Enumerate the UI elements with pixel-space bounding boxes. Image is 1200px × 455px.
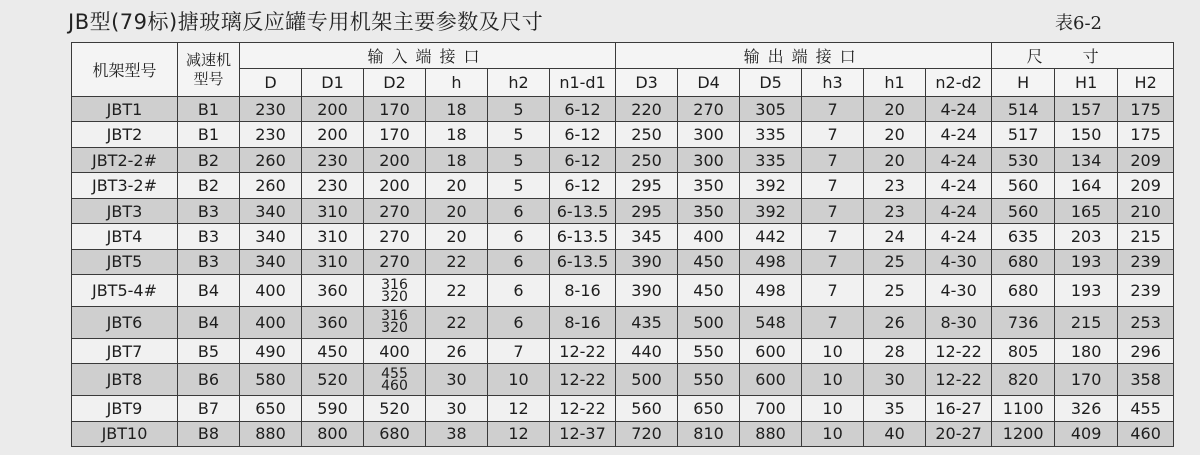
stacked-value: 460 [381, 377, 408, 394]
column-header: H [992, 69, 1055, 97]
stacked-values [381, 276, 408, 305]
cell-D: 230 [240, 122, 302, 147]
cell-model: JBT6 [72, 306, 178, 338]
cell-h: 30 [426, 364, 488, 396]
table-row [72, 173, 1174, 198]
cell-H: 517 [992, 122, 1055, 147]
cell-H: 680 [992, 275, 1055, 307]
cell-D1: 310 [302, 198, 364, 223]
cell-h3: 7 [802, 173, 864, 198]
cell-h1: 20 [864, 122, 926, 147]
cell-D3: 435 [616, 306, 678, 338]
cell-D4: 270 [678, 97, 740, 122]
cell-D5: 880 [740, 421, 802, 446]
column-header: h1 [864, 69, 926, 97]
cell-h1: 20 [864, 97, 926, 122]
cell-D2: 170 [364, 122, 426, 147]
table-row [72, 396, 1174, 421]
cell-h: 18 [426, 122, 488, 147]
cell-h1: 24 [864, 224, 926, 249]
cell-h: 26 [426, 338, 488, 363]
cell-D1: 310 [302, 249, 364, 274]
stacked-value: 316 [381, 276, 408, 293]
cell-n2d2: 4-24 [926, 147, 992, 172]
cell-D: 400 [240, 275, 302, 307]
cell-reducer: B1 [178, 97, 240, 122]
cell-n1d1: 12-22 [550, 396, 616, 421]
cell-n2d2: 16-27 [926, 396, 992, 421]
cell-D2-stacked [364, 364, 426, 396]
cell-model: JBT7 [72, 338, 178, 363]
cell-D: 340 [240, 249, 302, 274]
cell-D: 340 [240, 224, 302, 249]
stacked-values [381, 365, 408, 394]
cell-n2d2: 4-24 [926, 122, 992, 147]
cell-h3: 7 [802, 198, 864, 223]
cell-D5: 335 [740, 122, 802, 147]
cell-h2: 5 [488, 173, 550, 198]
cell-h2: 6 [488, 275, 550, 307]
cell-D4: 810 [678, 421, 740, 446]
cell-D4: 350 [678, 173, 740, 198]
table-row [72, 198, 1174, 223]
cell-H2: 209 [1118, 147, 1174, 172]
cell-D1: 230 [302, 173, 364, 198]
cell-H1: 165 [1055, 198, 1118, 223]
cell-reducer: B6 [178, 364, 240, 396]
cell-D3: 390 [616, 275, 678, 307]
table-row [72, 97, 1174, 122]
cell-H1: 193 [1055, 275, 1118, 307]
cell-D2: 200 [364, 173, 426, 198]
cell-H: 530 [992, 147, 1055, 172]
cell-n1d1: 8-16 [550, 306, 616, 338]
cell-D2-stacked [364, 306, 426, 338]
cell-h1: 23 [864, 198, 926, 223]
cell-D4: 400 [678, 224, 740, 249]
cell-H1: 180 [1055, 338, 1118, 363]
column-header: h2 [488, 69, 550, 97]
parameter-table [71, 42, 1174, 447]
cell-D3: 560 [616, 396, 678, 421]
cell-D: 880 [240, 421, 302, 446]
cell-D2: 270 [364, 224, 426, 249]
cell-h1: 20 [864, 147, 926, 172]
cell-D1: 200 [302, 97, 364, 122]
cell-n2d2: 4-24 [926, 224, 992, 249]
cell-H1: 215 [1055, 306, 1118, 338]
cell-n2d2: 4-30 [926, 275, 992, 307]
cell-D2: 200 [364, 147, 426, 172]
column-header: h [426, 69, 488, 97]
table-row [72, 421, 1174, 446]
cell-H1: 203 [1055, 224, 1118, 249]
cell-reducer: B7 [178, 396, 240, 421]
cell-D5: 442 [740, 224, 802, 249]
cell-reducer: B3 [178, 249, 240, 274]
cell-D1: 360 [302, 275, 364, 307]
cell-n1d1: 6-13.5 [550, 198, 616, 223]
cell-H2: 210 [1118, 198, 1174, 223]
table-row [72, 364, 1174, 396]
column-header: D [240, 69, 302, 97]
cell-D2: 520 [364, 396, 426, 421]
cell-H: 1200 [992, 421, 1055, 446]
column-header: H1 [1055, 69, 1118, 97]
cell-D5: 600 [740, 338, 802, 363]
stacked-value: 320 [381, 320, 408, 337]
cell-H2: 460 [1118, 421, 1174, 446]
cell-H2: 215 [1118, 224, 1174, 249]
cell-D4: 350 [678, 198, 740, 223]
header-size-group: 尺寸 [992, 43, 1174, 69]
cell-h2: 5 [488, 147, 550, 172]
cell-h2: 6 [488, 249, 550, 274]
cell-H2: 296 [1118, 338, 1174, 363]
cell-h: 20 [426, 173, 488, 198]
cell-D1: 200 [302, 122, 364, 147]
cell-h3: 7 [802, 122, 864, 147]
cell-n1d1: 6-12 [550, 97, 616, 122]
column-header: D1 [302, 69, 364, 97]
cell-H2: 209 [1118, 173, 1174, 198]
cell-n1d1: 6-13.5 [550, 224, 616, 249]
column-header: H2 [1118, 69, 1174, 97]
cell-h2: 6 [488, 224, 550, 249]
cell-H2: 239 [1118, 249, 1174, 274]
header-reducer-model [178, 43, 240, 97]
cell-h3: 7 [802, 306, 864, 338]
cell-D: 260 [240, 147, 302, 172]
cell-n2d2: 12-22 [926, 338, 992, 363]
cell-H2: 358 [1118, 364, 1174, 396]
cell-model: JBT1 [72, 97, 178, 122]
table-row [72, 249, 1174, 274]
cell-reducer: B4 [178, 275, 240, 307]
cell-model: JBT8 [72, 364, 178, 396]
cell-H1: 150 [1055, 122, 1118, 147]
cell-reducer: B3 [178, 198, 240, 223]
cell-reducer: B1 [178, 122, 240, 147]
cell-D2: 680 [364, 421, 426, 446]
cell-D5: 392 [740, 173, 802, 198]
cell-h3: 10 [802, 338, 864, 363]
cell-D1: 310 [302, 224, 364, 249]
cell-h: 18 [426, 97, 488, 122]
cell-H: 805 [992, 338, 1055, 363]
cell-h2: 10 [488, 364, 550, 396]
cell-D5: 392 [740, 198, 802, 223]
table-row [72, 306, 1174, 338]
table-row [72, 338, 1174, 363]
cell-n2d2: 4-24 [926, 97, 992, 122]
table-row [72, 122, 1174, 147]
cell-H2: 175 [1118, 97, 1174, 122]
cell-D3: 390 [616, 249, 678, 274]
cell-model: JBT2 [72, 122, 178, 147]
cell-n1d1: 12-22 [550, 338, 616, 363]
cell-n2d2: 4-24 [926, 198, 992, 223]
cell-reducer: B8 [178, 421, 240, 446]
column-header: D4 [678, 69, 740, 97]
column-header: h3 [802, 69, 864, 97]
cell-model: JBT3 [72, 198, 178, 223]
cell-model: JBT2-2# [72, 147, 178, 172]
cell-n1d1: 8-16 [550, 275, 616, 307]
cell-D2: 170 [364, 97, 426, 122]
cell-D1: 360 [302, 306, 364, 338]
cell-H: 560 [992, 173, 1055, 198]
cell-D2: 400 [364, 338, 426, 363]
cell-D4: 550 [678, 338, 740, 363]
cell-n2d2: 4-30 [926, 249, 992, 274]
cell-reducer: B2 [178, 173, 240, 198]
cell-n1d1: 6-12 [550, 122, 616, 147]
cell-h2: 6 [488, 198, 550, 223]
cell-h3: 7 [802, 97, 864, 122]
cell-h3: 10 [802, 364, 864, 396]
cell-D: 230 [240, 97, 302, 122]
column-header: D3 [616, 69, 678, 97]
cell-H: 514 [992, 97, 1055, 122]
cell-H1: 326 [1055, 396, 1118, 421]
cell-h2: 6 [488, 306, 550, 338]
cell-D5: 305 [740, 97, 802, 122]
cell-h: 30 [426, 396, 488, 421]
cell-n2d2: 20-27 [926, 421, 992, 446]
column-header: D5 [740, 69, 802, 97]
cell-h2: 12 [488, 421, 550, 446]
cell-D: 400 [240, 306, 302, 338]
cell-h3: 7 [802, 147, 864, 172]
cell-h1: 28 [864, 338, 926, 363]
cell-D5: 498 [740, 275, 802, 307]
cell-n2d2: 4-24 [926, 173, 992, 198]
table-number: 表6-2 [1055, 13, 1102, 34]
cell-H1: 409 [1055, 421, 1118, 446]
column-header: n2-d2 [926, 69, 992, 97]
cell-D4: 450 [678, 275, 740, 307]
cell-h3: 10 [802, 421, 864, 446]
cell-D2: 270 [364, 198, 426, 223]
cell-reducer: B4 [178, 306, 240, 338]
cell-n1d1: 6-12 [550, 173, 616, 198]
cell-H: 560 [992, 198, 1055, 223]
cell-n1d1: 6-13.5 [550, 249, 616, 274]
cell-D3: 250 [616, 122, 678, 147]
cell-D4: 450 [678, 249, 740, 274]
cell-h1: 25 [864, 249, 926, 274]
cell-H2: 239 [1118, 275, 1174, 307]
cell-h1: 23 [864, 173, 926, 198]
cell-D3: 295 [616, 173, 678, 198]
stacked-value: 455 [381, 365, 408, 382]
cell-n1d1: 12-22 [550, 364, 616, 396]
cell-D5: 548 [740, 306, 802, 338]
cell-h1: 30 [864, 364, 926, 396]
column-header: D2 [364, 69, 426, 97]
cell-D4: 550 [678, 364, 740, 396]
table-row [72, 224, 1174, 249]
cell-D5: 600 [740, 364, 802, 396]
stacked-value: 320 [381, 288, 408, 305]
cell-D3: 720 [616, 421, 678, 446]
cell-h1: 40 [864, 421, 926, 446]
cell-h: 22 [426, 275, 488, 307]
cell-D1: 520 [302, 364, 364, 396]
cell-D: 260 [240, 173, 302, 198]
cell-D5: 498 [740, 249, 802, 274]
cell-h1: 26 [864, 306, 926, 338]
cell-H2: 253 [1118, 306, 1174, 338]
cell-D5: 335 [740, 147, 802, 172]
cell-H1: 193 [1055, 249, 1118, 274]
cell-model: JBT3-2# [72, 173, 178, 198]
cell-H1: 157 [1055, 97, 1118, 122]
cell-h3: 7 [802, 224, 864, 249]
cell-D: 650 [240, 396, 302, 421]
cell-D4: 500 [678, 306, 740, 338]
stacked-values [381, 308, 408, 337]
page-title: JB型(79标)搪玻璃反应罐专用机架主要参数及尺寸 [68, 10, 544, 34]
cell-h2: 12 [488, 396, 550, 421]
cell-D3: 295 [616, 198, 678, 223]
cell-h2: 7 [488, 338, 550, 363]
cell-h: 38 [426, 421, 488, 446]
cell-n2d2: 12-22 [926, 364, 992, 396]
cell-D4: 300 [678, 147, 740, 172]
cell-model: JBT9 [72, 396, 178, 421]
cell-D: 340 [240, 198, 302, 223]
cell-n2d2: 8-30 [926, 306, 992, 338]
cell-n1d1: 12-37 [550, 421, 616, 446]
cell-H2: 175 [1118, 122, 1174, 147]
cell-h2: 5 [488, 122, 550, 147]
cell-D3: 250 [616, 147, 678, 172]
cell-h: 22 [426, 306, 488, 338]
cell-D1: 450 [302, 338, 364, 363]
header-frame-model: 机架型号 [72, 43, 178, 97]
cell-model: JBT4 [72, 224, 178, 249]
cell-h: 22 [426, 249, 488, 274]
header-reducer-model-line1: 减速机 [185, 50, 231, 69]
cell-H: 736 [992, 306, 1055, 338]
cell-model: JBT10 [72, 421, 178, 446]
cell-model: JBT5 [72, 249, 178, 274]
cell-H1: 164 [1055, 173, 1118, 198]
cell-reducer: B2 [178, 147, 240, 172]
cell-D2-stacked [364, 275, 426, 307]
cell-D4: 300 [678, 122, 740, 147]
cell-model: JBT5-4# [72, 275, 178, 307]
header-reducer-model-line2: 型号 [193, 69, 224, 88]
cell-h: 20 [426, 224, 488, 249]
cell-D: 580 [240, 364, 302, 396]
cell-D5: 700 [740, 396, 802, 421]
table-row [72, 275, 1174, 307]
header-input-group: 输入端接口 [240, 43, 616, 69]
cell-D3: 440 [616, 338, 678, 363]
cell-D3: 500 [616, 364, 678, 396]
cell-D1: 230 [302, 147, 364, 172]
cell-h1: 25 [864, 275, 926, 307]
cell-h3: 10 [802, 396, 864, 421]
cell-h2: 5 [488, 97, 550, 122]
cell-h1: 35 [864, 396, 926, 421]
cell-H1: 134 [1055, 147, 1118, 172]
cell-D: 490 [240, 338, 302, 363]
cell-reducer: B3 [178, 224, 240, 249]
column-header: n1-d1 [550, 69, 616, 97]
cell-H: 635 [992, 224, 1055, 249]
cell-h: 18 [426, 147, 488, 172]
cell-h3: 7 [802, 249, 864, 274]
cell-D4: 650 [678, 396, 740, 421]
cell-n1d1: 6-12 [550, 147, 616, 172]
cell-h3: 7 [802, 275, 864, 307]
cell-h: 20 [426, 198, 488, 223]
cell-H1: 170 [1055, 364, 1118, 396]
cell-reducer: B5 [178, 338, 240, 363]
cell-H: 820 [992, 364, 1055, 396]
cell-H2: 455 [1118, 396, 1174, 421]
cell-H: 1100 [992, 396, 1055, 421]
table-row [72, 147, 1174, 172]
cell-D1: 590 [302, 396, 364, 421]
cell-D3: 345 [616, 224, 678, 249]
cell-D3: 220 [616, 97, 678, 122]
cell-D2: 270 [364, 249, 426, 274]
header-output-group: 输出端接口 [616, 43, 992, 69]
cell-D1: 800 [302, 421, 364, 446]
stacked-value: 316 [381, 308, 408, 325]
cell-H: 680 [992, 249, 1055, 274]
